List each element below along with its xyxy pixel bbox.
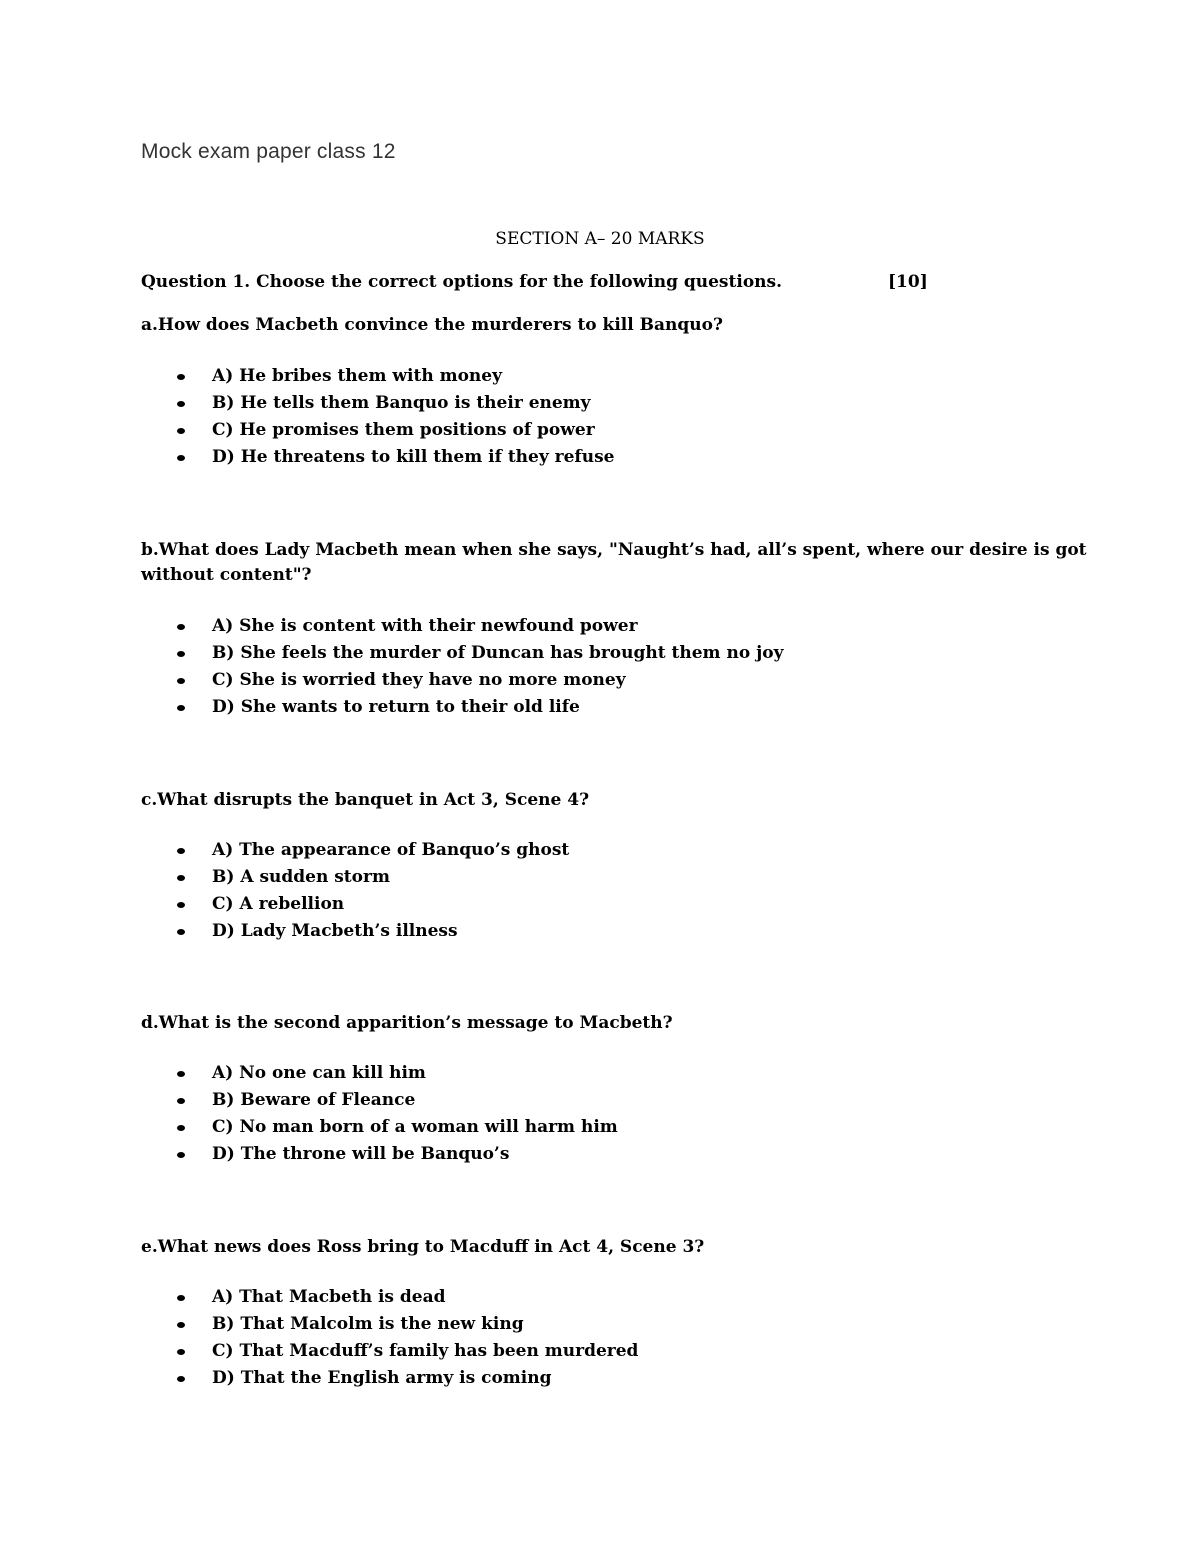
option-text: C) That Macduff’s family has been murdered bbox=[212, 1341, 639, 1361]
option-text: D) He threatens to kill them if they refuse bbox=[212, 447, 615, 467]
option-text: B) A sudden storm bbox=[212, 867, 390, 887]
bullet-icon bbox=[177, 1349, 185, 1355]
bullet-icon bbox=[177, 1071, 185, 1077]
option-text: C) No man born of a woman will harm him bbox=[212, 1117, 618, 1137]
option-text: D) The throne will be Banquo’s bbox=[212, 1144, 510, 1164]
option-text: B) Beware of Fleance bbox=[212, 1090, 416, 1110]
bullet-icon bbox=[177, 929, 185, 935]
question-stem-d: d.What is the second apparition’s message to Macbeth? bbox=[141, 1013, 673, 1033]
option-text: C) He promises them positions of power bbox=[212, 420, 595, 440]
document-title: Mock exam paper class 12 bbox=[141, 140, 396, 163]
bullet-icon bbox=[177, 902, 185, 908]
option-text: A) She is content with their newfound power bbox=[212, 616, 638, 636]
question-stem-e: e.What news does Ross bring to Macduff in Act 4, Scene 3? bbox=[141, 1237, 705, 1257]
question-1-marks: [10] bbox=[888, 272, 928, 292]
bullet-icon bbox=[177, 455, 185, 461]
option-text: B) He tells them Banquo is their enemy bbox=[212, 393, 591, 413]
bullet-icon bbox=[177, 1295, 185, 1301]
bullet-icon bbox=[177, 1098, 185, 1104]
option-text: A) He bribes them with money bbox=[212, 366, 502, 386]
option-text: C) A rebellion bbox=[212, 894, 345, 914]
option-text: D) That the English army is coming bbox=[212, 1368, 552, 1388]
option-text: D) She wants to return to their old life bbox=[212, 697, 580, 717]
bullet-icon bbox=[177, 1376, 185, 1382]
question-stem-b: b.What does Lady Macbeth mean when she says, "Naught’s had, all’s spent, where our desire is got without content"? bbox=[141, 540, 1087, 585]
bullet-icon bbox=[177, 705, 185, 711]
option-text: B) That Malcolm is the new king bbox=[212, 1314, 524, 1334]
section-heading bbox=[0, 229, 1200, 249]
option-text: B) She feels the murder of Duncan has brought them no joy bbox=[212, 643, 784, 663]
bullet-icon bbox=[177, 875, 185, 881]
question-stem-c: c.What disrupts the banquet in Act 3, Scene 4? bbox=[141, 790, 590, 810]
option-text: A) That Macbeth is dead bbox=[212, 1287, 446, 1307]
question-stem-a: a.How does Macbeth convince the murderers to kill Banquo? bbox=[141, 315, 723, 335]
bullet-icon bbox=[177, 624, 185, 630]
bullet-icon bbox=[177, 651, 185, 657]
option-text: C) She is worried they have no more money bbox=[212, 670, 626, 690]
option-text: D) Lady Macbeth’s illness bbox=[212, 921, 458, 941]
section-heading-text: SECTION A– 20 MARKS bbox=[495, 229, 705, 249]
bullet-icon bbox=[177, 374, 185, 380]
bullet-icon bbox=[177, 1125, 185, 1131]
bullet-icon bbox=[177, 1322, 185, 1328]
bullet-icon bbox=[177, 848, 185, 854]
bullet-icon bbox=[177, 401, 185, 407]
bullet-icon bbox=[177, 428, 185, 434]
bullet-icon bbox=[177, 1152, 185, 1158]
option-text: A) No one can kill him bbox=[212, 1063, 426, 1083]
option-text: A) The appearance of Banquo’s ghost bbox=[212, 840, 570, 860]
bullet-icon bbox=[177, 678, 185, 684]
question-1-label: Question 1. Choose the correct options for the following questions. bbox=[141, 272, 783, 292]
